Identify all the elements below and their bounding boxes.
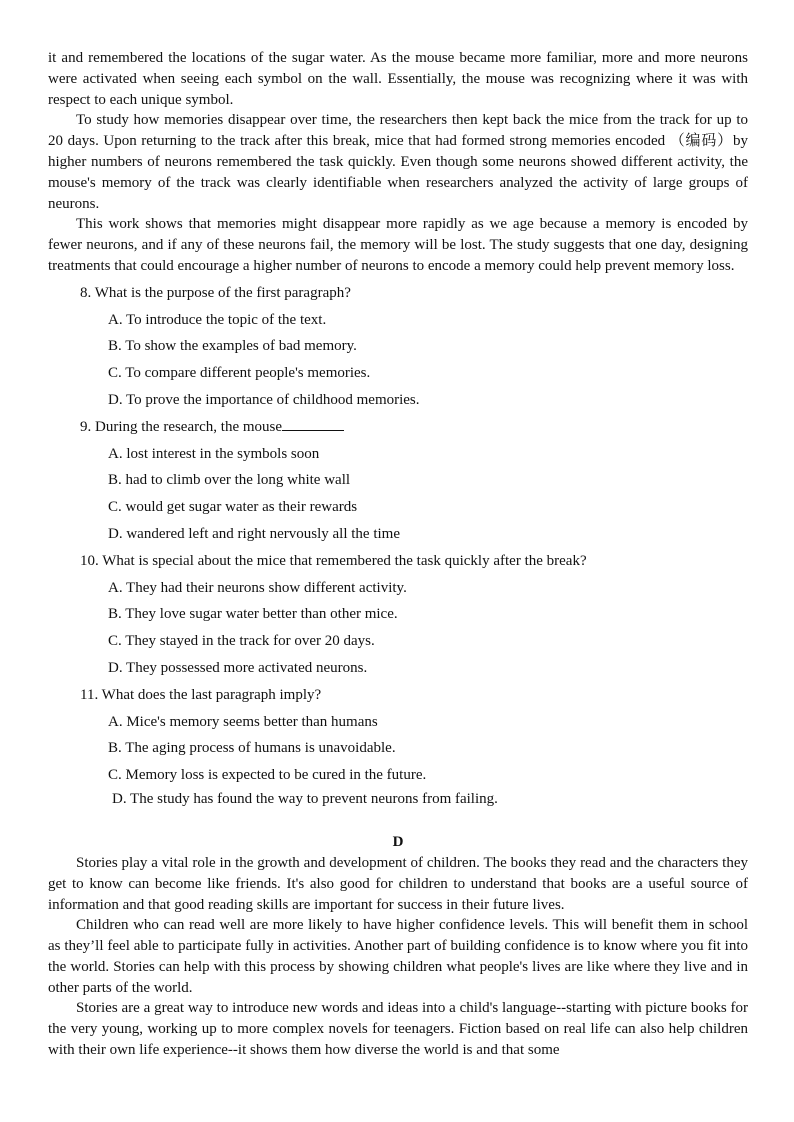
option-a: A. To introduce the topic of the text. (108, 311, 327, 328)
option-b: B. The aging process of humans is unavoidable. (108, 740, 396, 757)
passage-d-paragraph: Stories play a vital role in the growth and development of children. The books they read and the characters they get to know can become like friends. It's also good for children to understand that books are a useful source of information and that good reading skills are important for success in their future lives. (48, 854, 748, 913)
passage-c-paragraph: To study how memories disappear over time, the researchers then kept back the mice from the track for up to 20 days. Upon returning to the track after this break, mice that had formed strong memories encoded （编码）by higher numbers of neurons remembered the task quickly. Even though some neurons showed different activity, the mouse's memory of the track was clearly identifiable when researchers analyzed the activity of large groups of neurons. (48, 112, 748, 212)
option-a: A. They had their neurons show different activity. (108, 579, 407, 596)
passage-c-paragraph: This work shows that memories might disappear more rapidly as we age because a memory is encoded by fewer neurons, and if any of these neurons fail, the memory will be lost. The study suggests that one day, designing treatments that could encourage a higher number of neurons to encode a memory could help prevent memory loss. (48, 216, 748, 274)
option-a: A. lost interest in the symbols soon (108, 445, 320, 462)
answer-blank (282, 416, 344, 431)
option-c: C. Memory loss is expected to be cured in the future. (108, 767, 427, 784)
option-b: B. They love sugar water better than other mice. (108, 606, 398, 623)
section-heading: D (392, 833, 404, 850)
question-stem: 10. What is special about the mice that remembered the task quickly after the break? (80, 552, 587, 569)
question-10 (48, 548, 748, 682)
option-c: C. They stayed in the track for over 20 days. (108, 633, 375, 650)
passage-d-paragraph: Children who can read well are more likely to have higher confidence levels. This will benefit them in school as they’ll feel able to participate fully in activities. Another part of building confidence is to know where you fit into the world. Stories can help with this process by showing children what people's lives are like where they live and in other parts of the world. (48, 917, 748, 996)
option-d: D. They possessed more activated neurons. (108, 659, 368, 676)
option-c: C. To compare different people's memories. (108, 365, 371, 382)
question-8 (48, 280, 748, 414)
option-c: C. would get sugar water as their rewards (108, 499, 358, 516)
question-11 (48, 682, 748, 810)
option-b: B. had to climb over the long white wall (108, 472, 351, 489)
question-stem-row (48, 414, 748, 441)
question-list (48, 280, 748, 810)
question-9 (48, 414, 748, 548)
option-d: D. To prove the importance of childhood memories. (108, 391, 420, 408)
question-stem: 9. During the research, the mouse (80, 418, 283, 435)
option-d: D. The study has found the way to prevent neurons from failing. (112, 790, 498, 807)
passage-c-paragraph: it and remembered the locations of the sugar water. As the mouse became more familiar, more and more neurons were activated when seeing each symbol on the wall. Essentially, the mouse was recognizing where it was with respect to each unique symbol. (48, 50, 748, 108)
option-a: A. Mice's memory seems better than humans (108, 713, 378, 730)
option-b: B. To show the examples of bad memory. (108, 338, 357, 355)
passage-d-paragraph: Stories are a great way to introduce new words and ideas into a child's language--starting with picture books for the very young, working up to more complex novels for teenagers. Fiction based on real life can also help children with their own life experience--it shows them how diverse the world is and that some (48, 1000, 748, 1059)
question-stem: 8. What is the purpose of the first paragraph? (80, 284, 351, 301)
question-stem: 11. What does the last paragraph imply? (80, 686, 322, 703)
passage-c (48, 48, 748, 277)
option-d: D. wandered left and right nervously all the time (108, 525, 400, 542)
passage-d (48, 853, 748, 1061)
document-page (48, 48, 748, 1061)
